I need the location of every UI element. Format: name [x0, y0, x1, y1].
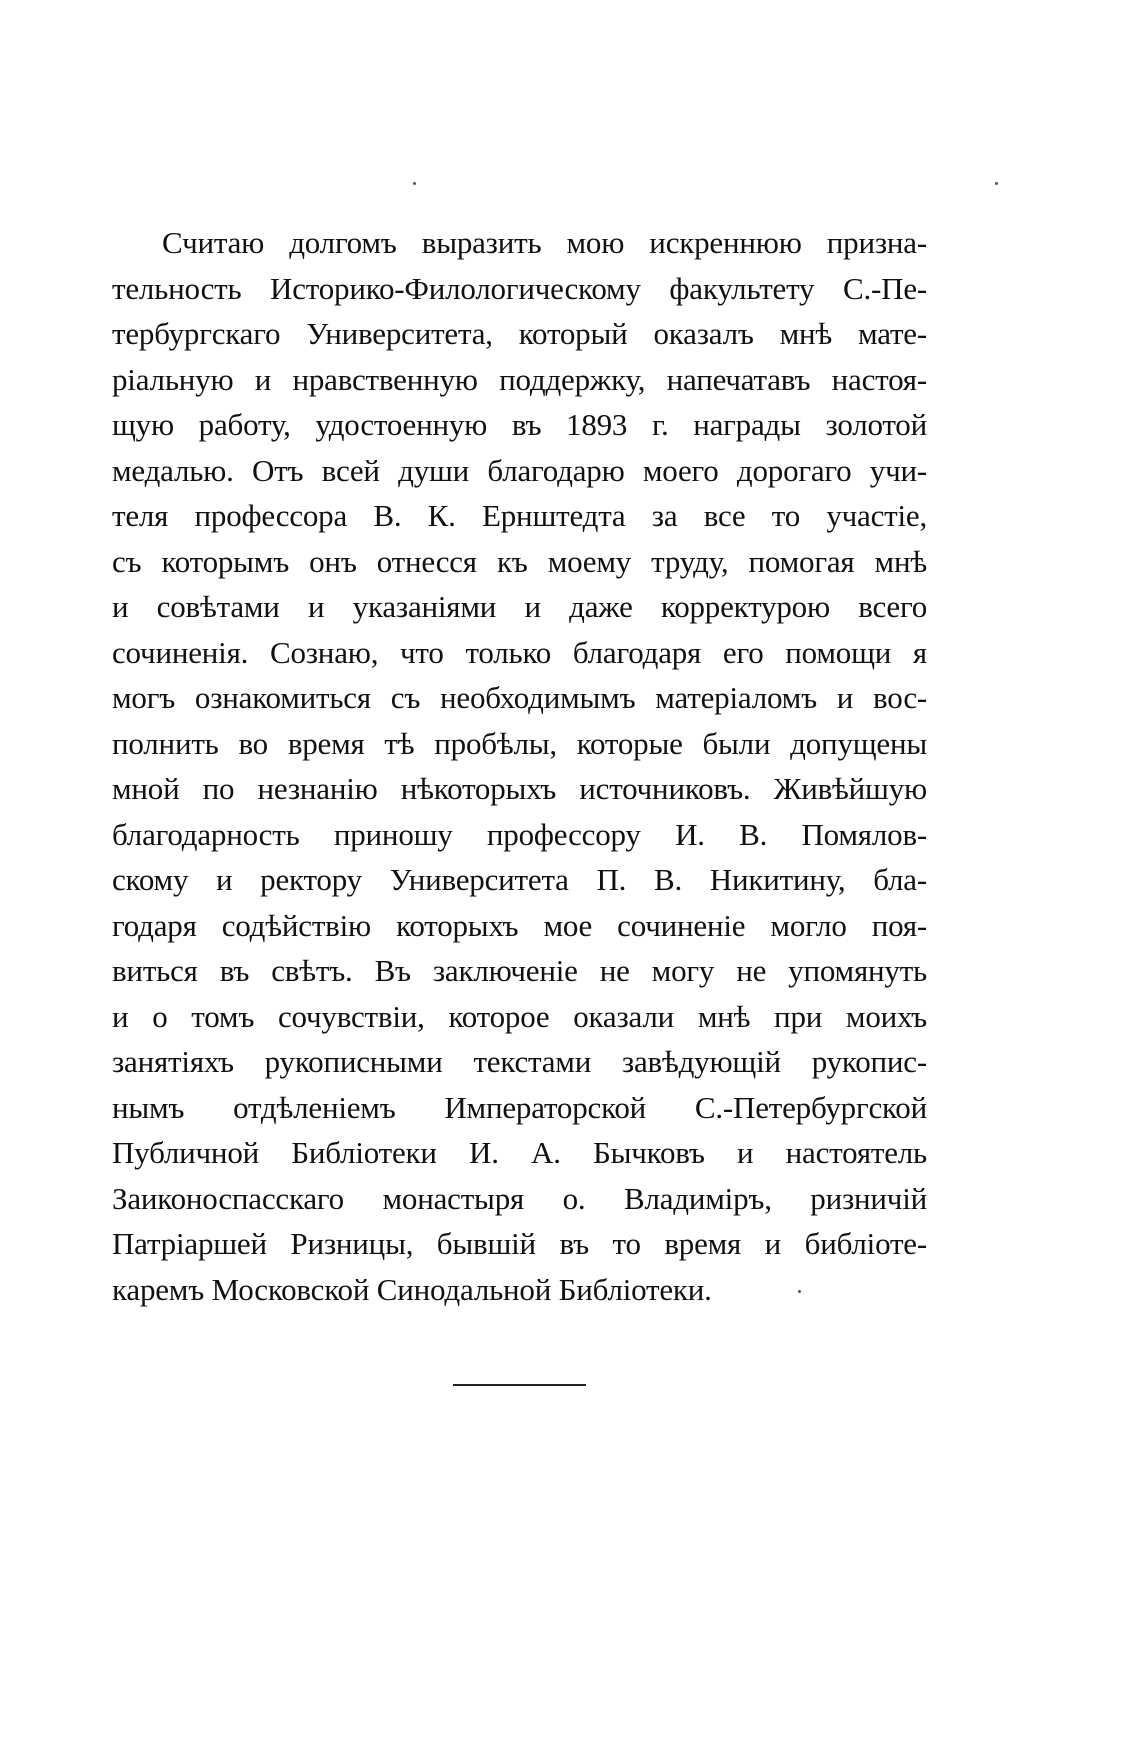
text-line: тербургскаго Университета, который оказалъ мнѣ мате- [112, 316, 927, 351]
text-line: щую работу, удостоенную въ 1893 г. награды золотой [112, 407, 927, 442]
text-line: теля профессора В. К. Ернштедта за все то участіе, [112, 498, 927, 533]
text-line: Заиконоспасскаго монастыря о. Владиміръ, ризничій [112, 1180, 927, 1216]
text-line: годаря содѣйствію которыхъ мое сочиненіе могло поя- [112, 907, 927, 943]
text-line: занятіяхъ рукописными текстами завѣдующій рукопис- [112, 1044, 927, 1079]
section-divider [453, 1384, 586, 1386]
text-line: Публичной Библіотеки И. А. Бычковъ и настоятель [112, 1135, 927, 1170]
text-line: Считаю долгомъ выразить мою искреннюю призна- [162, 225, 927, 260]
text-line: виться въ свѣтъ. Въ заключеніе не могу не упомянуть [112, 953, 927, 988]
text-line: ріальную и нравственную поддержку, напечатавъ настоя- [112, 361, 927, 397]
scan-speck [995, 182, 998, 185]
text-line: мной по незнанію нѣкоторыхъ источниковъ. Живѣйшую [112, 771, 927, 806]
text-line: медалью. Отъ всей души благодарю моего дорогаго учи- [112, 452, 927, 488]
scan-speck [413, 182, 416, 185]
text-line: полнить во время тѣ пробѣлы, которые были допущены [112, 725, 927, 761]
text-line: и о томъ сочувствіи, которое оказали мнѣ при моихъ [112, 998, 927, 1034]
text-line: съ которымъ онъ отнесся къ моему труду, помогая мнѣ [112, 543, 927, 579]
scan-speck [798, 1290, 801, 1293]
text-line: тельность Историко-Филологическому факультету С.-Пе- [112, 270, 927, 306]
text-line: нымъ отдѣленіемъ Императорской С.-Петербургской [112, 1089, 927, 1125]
text-line: могъ ознакомиться съ необходимымъ матеріаломъ и вос- [112, 680, 927, 715]
text-line: Патріаршей Ризницы, бывшій въ то время и библіоте- [112, 1226, 927, 1261]
text-line: сочиненія. Сознаю, что только благодаря его помощи я [112, 634, 927, 670]
text-line: благодарность приношу профессору И. В. Помялов- [112, 816, 927, 852]
text-line: скому и ректору Университета П. В. Никитину, бла- [112, 862, 927, 897]
text-line: каремъ Московской Синодальной Библіотеки. [112, 1271, 712, 1307]
acknowledgement-paragraph [112, 220, 927, 1312]
text-line: и совѣтами и указаніями и даже корректурою всего [112, 589, 927, 624]
